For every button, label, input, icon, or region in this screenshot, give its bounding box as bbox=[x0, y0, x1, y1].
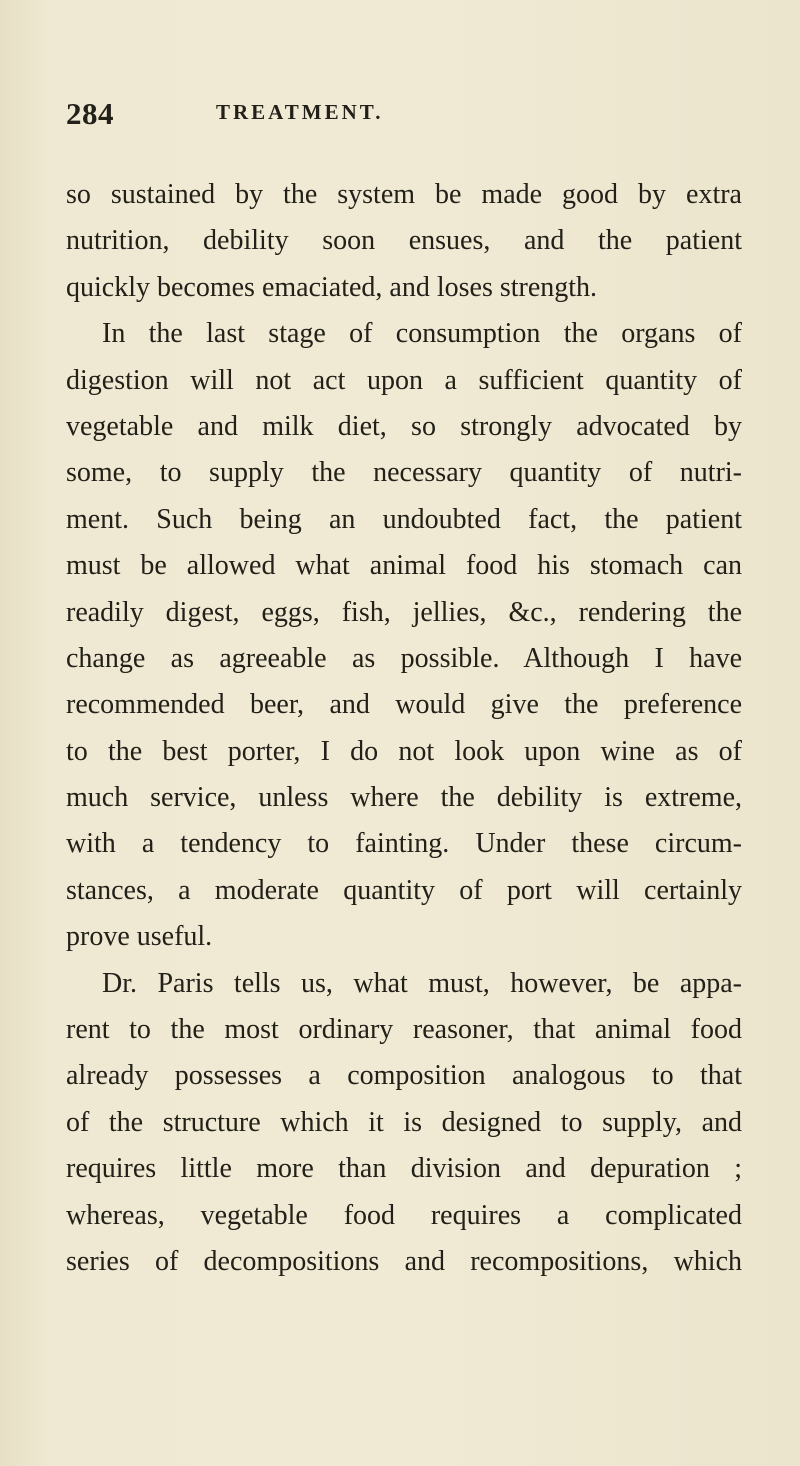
text-line: requires little more than division and depuration ; bbox=[66, 1153, 742, 1185]
text-line: series of decompositions and recompositions, which bbox=[66, 1245, 742, 1277]
text-line: rent to the most ordinary reasoner, that animal food bbox=[66, 1014, 742, 1046]
text-line: prove useful. bbox=[66, 921, 213, 953]
running-head: TREATMENT. bbox=[216, 100, 384, 124]
text-line: whereas, vegetable food requires a complicated bbox=[66, 1199, 742, 1231]
paragraph-start-line: In the last stage of consumption the organs of bbox=[102, 318, 742, 350]
text-line: must be allowed what animal food his stomach can bbox=[66, 550, 742, 582]
text-line: some, to supply the necessary quantity of nutri- bbox=[66, 457, 742, 489]
text-line: stances, a moderate quantity of port will certainly bbox=[66, 874, 742, 906]
text-line: ment. Such being an undoubted fact, the patient bbox=[66, 503, 742, 535]
text-line: recommended beer, and would give the preference bbox=[66, 689, 742, 721]
text-line: to the best porter, I do not look upon wine as of bbox=[66, 735, 742, 767]
body-text bbox=[66, 172, 742, 1285]
page-header bbox=[66, 96, 746, 146]
text-line: so sustained by the system be made good by extra bbox=[66, 179, 742, 210]
text-line: quickly becomes emaciated, and loses strength. bbox=[66, 271, 598, 303]
text-line: with a tendency to fainting. Under these circum- bbox=[66, 828, 742, 860]
text-line: digestion will not act upon a sufficient quantity of bbox=[66, 364, 742, 396]
text-line: readily digest, eggs, fish, jellies, &c., rendering the bbox=[66, 596, 742, 628]
text-line: already possesses a composition analogous to that bbox=[66, 1060, 742, 1092]
text-line: vegetable and milk diet, so strongly advocated by bbox=[66, 410, 742, 442]
page-number: 284 bbox=[66, 96, 114, 131]
text-line: nutrition, debility soon ensues, and the patient bbox=[66, 225, 742, 257]
text-line: much service, unless where the debility is extreme, bbox=[66, 782, 742, 814]
paragraph-start-line: Dr. Paris tells us, what must, however, be appa- bbox=[102, 967, 742, 999]
text-line: of the structure which it is designed to supply, and bbox=[66, 1106, 742, 1138]
text-line: change as agreeable as possible. Although I have bbox=[66, 642, 742, 674]
